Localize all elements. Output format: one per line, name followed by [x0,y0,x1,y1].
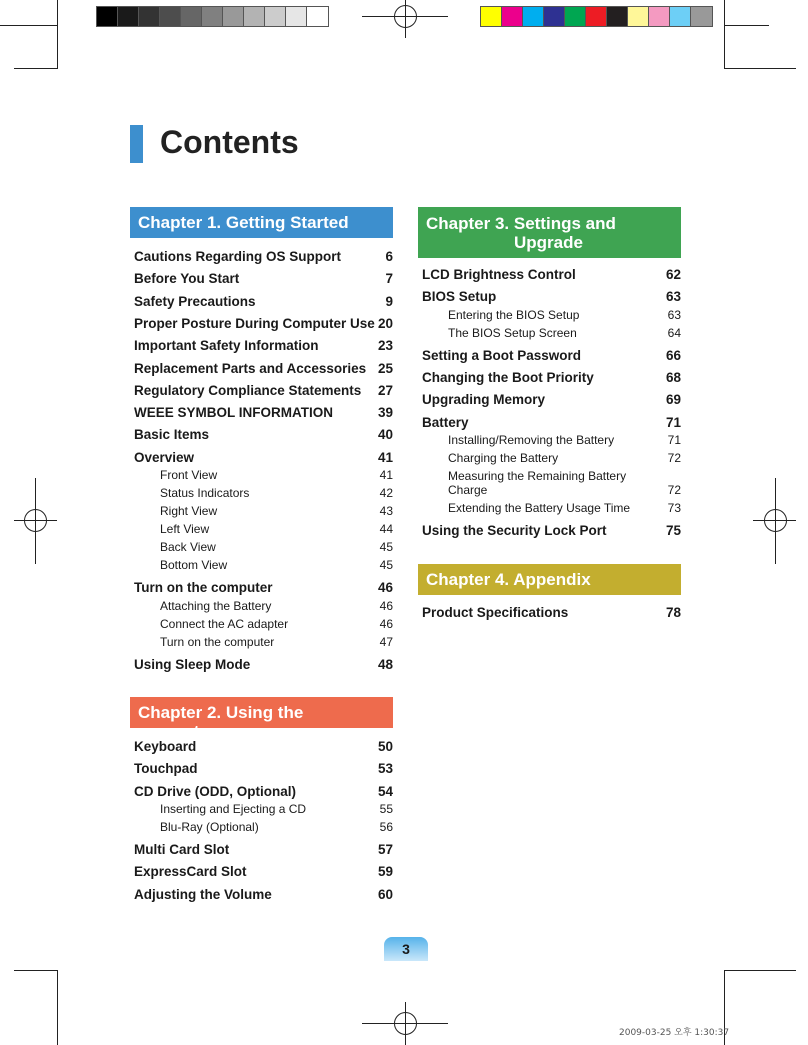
toc-entry-label: Adjusting the Volume [134,886,272,902]
toc-subentry[interactable] [134,504,393,518]
toc-entry-label: Safety Precautions [134,293,256,309]
toc-entry[interactable] [422,370,681,385]
toc-subentry[interactable] [422,433,681,447]
toc-entry-page: 57 [377,842,393,858]
toc-entry-label: Extending the Battery Usage Time [448,501,631,516]
toc-entry-page: 66 [665,347,681,363]
toc-entry-label: WEEE SYMBOL INFORMATION [134,405,333,421]
toc-entry-label: Basic Items [134,427,210,443]
page-number-badge: 3 [384,937,428,961]
toc-entry-label: Turn on the computer [160,634,275,649]
toc-entry[interactable] [134,864,393,879]
toc-subentry[interactable] [422,451,681,465]
toc-entry-label: Setting a Boot Password [422,347,582,363]
toc-entry[interactable] [134,405,393,420]
gray-swatch [181,7,202,26]
chapter-3-heading-line2: Upgrade [514,233,583,252]
toc-entry-label: Product Specifications [422,605,569,620]
crop-mark [724,68,796,69]
toc-subentry[interactable] [134,802,393,816]
gray-swatch [202,7,223,26]
registration-line [405,1002,406,1045]
toc-entry-page: 40 [377,427,393,443]
chapter-4-toc [422,605,681,629]
toc-entry-page: 39 [377,405,393,421]
toc-subentry[interactable] [134,599,393,613]
toc-entry-label: Regulatory Compliance Statements [134,382,362,398]
color-swatch [523,7,544,26]
toc-entry-label: Status Indicators [160,486,250,501]
toc-entry-label: Entering the BIOS Setup [448,307,580,322]
toc-entry-page: 27 [377,382,393,398]
toc-entry-page: 6 [385,249,393,264]
crop-mark [724,0,725,68]
toc-entry[interactable] [422,415,681,430]
toc-entry[interactable] [422,523,681,538]
toc-entry[interactable] [134,338,393,353]
toc-subentry[interactable] [134,820,393,834]
toc-entry-label: Turn on the computer [134,580,273,596]
toc-entry[interactable] [134,427,393,442]
toc-entry-page: 64 [667,325,681,340]
toc-entry-page: 53 [377,761,393,777]
color-swatch [544,7,565,26]
toc-entry-page: 43 [379,504,393,519]
toc-subentry[interactable] [422,469,681,497]
toc-entry-page: 63 [667,307,681,322]
toc-subentry[interactable] [134,635,393,649]
toc-entry-label: Right View [160,504,218,519]
toc-entry[interactable] [422,392,681,407]
crop-mark [57,970,58,1045]
gray-swatch [118,7,139,26]
toc-entry[interactable] [134,761,393,776]
chapter-2-heading: Chapter 2. Using the computer [130,697,393,728]
toc-entry[interactable] [134,739,393,754]
toc-entry-label: Touchpad [134,761,198,777]
toc-entry[interactable] [134,383,393,398]
toc-entry[interactable] [134,450,393,465]
toc-entry-page: 59 [377,864,393,880]
toc-entry-label: Changing the Boot Priority [422,370,594,386]
toc-entry[interactable] [134,361,393,376]
toc-entry-page: 75 [665,523,681,539]
toc-entry[interactable] [422,348,681,363]
gray-swatch [265,7,286,26]
toc-entry-page: 48 [377,656,393,672]
gray-swatch [244,7,265,26]
toc-subentry[interactable] [134,617,393,631]
chapter-3-heading [418,207,681,258]
toc-subentry[interactable] [134,558,393,572]
toc-subentry[interactable] [134,522,393,536]
crop-mark [0,25,57,26]
toc-entry-label: ExpressCard Slot [134,864,247,880]
chapter-3-heading-line1: Chapter 3. Settings and [426,214,616,233]
crop-mark [57,0,58,68]
registration-line [405,0,406,38]
toc-entry[interactable] [134,842,393,857]
page-title: Contents [160,124,299,160]
toc-entry-page: 42 [379,486,393,501]
toc-subentry[interactable] [422,326,681,340]
toc-subentry[interactable] [134,468,393,482]
toc-entry-page: 78 [665,605,681,620]
toc-entry-page: 72 [667,451,681,466]
toc-entry-label: Installing/Removing the Battery [448,433,615,448]
toc-entry[interactable] [422,267,681,282]
grayscale-color-bar [96,6,329,27]
toc-entry-page: 73 [667,501,681,516]
registration-line [35,478,36,564]
toc-entry-label: Measuring the Remaining Battery Charge [448,469,627,498]
print-timestamp: 2009-03-25 오후 1:30:37 [619,1028,730,1038]
toc-entry-label: Battery [422,414,469,430]
color-swatch [565,7,586,26]
toc-entry-page: 45 [379,540,393,555]
toc-entry-label: Upgrading Memory [422,392,546,408]
toc-entry[interactable] [134,316,393,331]
toc-entry[interactable] [134,784,393,799]
toc-entry-page: 54 [377,783,393,799]
toc-entry-page: 7 [385,271,393,287]
gray-swatch [160,7,181,26]
toc-entry-label: BIOS Setup [422,289,497,305]
toc-entry[interactable] [422,605,681,620]
crop-mark [14,68,58,69]
crop-mark [724,970,796,971]
color-swatch [628,7,649,26]
toc-entry-label: Replacement Parts and Accessories [134,360,367,376]
chapter-1-toc [134,249,393,674]
toc-entry-label: Inserting and Ejecting a CD [160,802,307,817]
toc-entry-label: Attaching the Battery [160,598,272,613]
toc-subentry[interactable] [422,308,681,322]
toc-entry-page: 71 [667,433,681,448]
toc-entry-page: 62 [665,267,681,282]
crop-mark [14,970,58,971]
toc-entry-label: Important Safety Information [134,338,319,354]
toc-entry-label: Before You Start [134,271,240,287]
chapter-1-heading: Chapter 1. Getting Started [130,207,393,238]
color-swatch [691,7,712,26]
toc-entry[interactable] [134,887,393,902]
toc-entry-label: Proper Posture During Computer Use [134,315,375,331]
toc-entry-page: 23 [377,338,393,354]
gray-swatch [307,7,328,26]
toc-entry-page: 41 [379,468,393,483]
toc-entry-page: 69 [665,392,681,408]
toc-entry[interactable] [134,294,393,309]
toc-entry-label: The BIOS Setup Screen [448,325,577,340]
toc-entry-label: Front View [160,468,218,483]
chapter-4-heading: Chapter 4. Appendix [418,564,681,595]
color-swatch [607,7,628,26]
gray-swatch [286,7,307,26]
toc-entry-page: 25 [377,360,393,376]
toc-subentry[interactable] [134,486,393,500]
gray-swatch [97,7,118,26]
toc-subentry[interactable] [134,540,393,554]
toc-entry-page: 55 [379,802,393,817]
toc-entry[interactable] [422,289,681,304]
toc-entry[interactable] [134,249,393,264]
toc-entry-label: Cautions Regarding OS Support [134,249,342,264]
title-accent-bar [130,125,143,163]
toc-entry-label: Overview [134,449,195,465]
toc-entry-label: Using Sleep Mode [134,656,251,672]
registration-line [775,478,776,564]
toc-entry-label: Left View [160,522,210,537]
toc-entry-label: Multi Card Slot [134,842,230,858]
color-swatch [586,7,607,26]
chapter-3-toc [422,267,681,547]
toc-entry-page: 63 [665,289,681,305]
toc-entry-page: 20 [377,315,393,331]
toc-entry-page: 68 [665,370,681,386]
color-swatch [649,7,670,26]
toc-entry-page: 60 [377,886,393,902]
toc-entry-label: Charging the Battery [448,451,559,466]
chapter-2-toc [134,739,393,909]
toc-entry-page: 46 [377,580,393,596]
toc-entry-page: 44 [379,522,393,537]
toc-entry-page: 41 [377,449,393,465]
toc-entry-page: 46 [379,598,393,613]
toc-entry-page: 45 [379,558,393,573]
color-swatch [670,7,691,26]
toc-entry-label: CD Drive (ODD, Optional) [134,783,297,799]
toc-entry-page: 9 [385,293,393,309]
toc-entry-page: 47 [379,634,393,649]
toc-entry-label: Blu-Ray (Optional) [160,820,259,835]
toc-entry-page: 46 [379,616,393,631]
toc-entry-label: Connect the AC adapter [160,616,289,631]
color-swatch [502,7,523,26]
toc-entry-label: Keyboard [134,739,197,754]
gray-swatch [139,7,160,26]
toc-entry[interactable] [134,580,393,595]
toc-entry-page: 71 [665,414,681,430]
process-color-bar [480,6,713,27]
crop-mark [724,25,769,26]
toc-entry[interactable] [134,657,393,672]
toc-entry-label: Using the Security Lock Port [422,523,607,539]
toc-entry-page: 56 [379,820,393,835]
toc-entry-page: 72 [667,483,681,498]
color-swatch [481,7,502,26]
toc-subentry[interactable] [422,501,681,515]
toc-entry-label: Bottom View [160,558,228,573]
toc-entry-label: LCD Brightness Control [422,267,576,282]
toc-entry[interactable] [134,271,393,286]
toc-entry-label: Back View [160,540,216,555]
gray-swatch [223,7,244,26]
toc-entry-page: 50 [377,739,393,754]
